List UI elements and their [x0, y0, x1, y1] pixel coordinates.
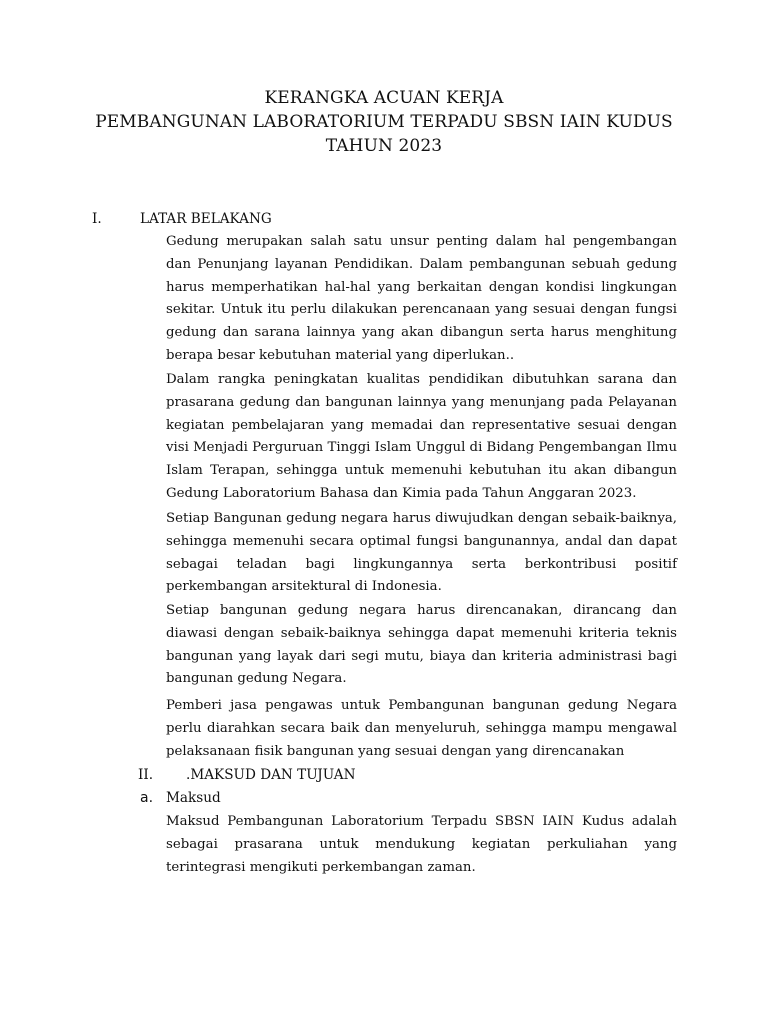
document-title-line-1: KERANGKA ACUAN KERJA — [264, 88, 504, 108]
document-title-line-3: TAHUN 2023 — [325, 136, 443, 156]
subsection-a-title: Maksud — [166, 790, 221, 806]
subsection-a-number: a. — [140, 790, 154, 806]
section-1-paragraph: Gedung merupakan salah satu unsur penting dalam hal pengembangan dan Penunjang layanan Pendidikan. Dalam pembangunan sebuah gedung harus memperhatikan hal-hal yang berkaitan dengan kondisi lingkungan sekitar. Untuk itu perlu dilakukan perencanaan yang sesuai dengan fungsi gedung dan sarana lainnya yang akan dibangun serta harus menghitung berapa besar kebutuhan material yang diperlukan.. — [166, 234, 677, 363]
section-1-title: LATAR BELAKANG — [140, 211, 272, 227]
section-2-title: .MAKSUD DAN TUJUAN — [186, 767, 356, 783]
section-1-paragraph: Dalam rangka peningkatan kualitas pendidikan dibutuhkan sarana dan prasarana gedung dan bangunan lainnya yang menunjang pada Pelayanan kegiatan pembelajaran yang memadai dan representative sesuai dengan visi Menjadi Perguruan Tinggi Islam Unggul di Bidang Pengembangan Ilmu Islam Terapan, sehingga untuk memenuhi kebutuhan itu akan dibangun Gedung Laboratorium Bahasa dan Kimia pada Tahun Anggaran 2023. — [166, 372, 678, 501]
document-title-line-2: PEMBANGUNAN LABORATORIUM TERPADU SBSN IAIN KUDUS — [95, 112, 673, 132]
section-1-paragraph: Setiap Bangunan gedung negara harus diwujudkan dengan sebaik-baiknya, sehingga memenuhi secara optimal fungsi bangunannya, andal dan dapat sebagai teladan bagi lingkungannya serta berkontribusi positif perkembangan arsitektural di Indonesia. — [166, 511, 677, 595]
section-1-number: I. — [92, 211, 102, 227]
subsection-a-paragraph: Maksud Pembangunan Laboratorium Terpadu SBSN IAIN Kudus adalah sebagai prasarana untuk mendukung kegiatan perkuliahan yang terintegrasi mengikuti perkembangan zaman. — [166, 814, 677, 875]
section-1-paragraph: Pemberi jasa pengawas untuk Pembangunan bangunan gedung Negara perlu diarahkan secara baik dan menyeluruh, sehingga mampu mengawal pelaksanaan fisik bangunan yang sesuai dengan yang direncanakan — [166, 698, 677, 759]
section-1-paragraph: Setiap bangunan gedung negara harus direncanakan, dirancang dan diawasi dengan sebaik-baiknya sehingga dapat memenuhi kriteria teknis bangunan yang layak dari segi mutu, biaya dan kriteria administrasi bagi bangunan gedung Negara. — [166, 603, 677, 687]
section-2-number: II. — [138, 767, 154, 783]
